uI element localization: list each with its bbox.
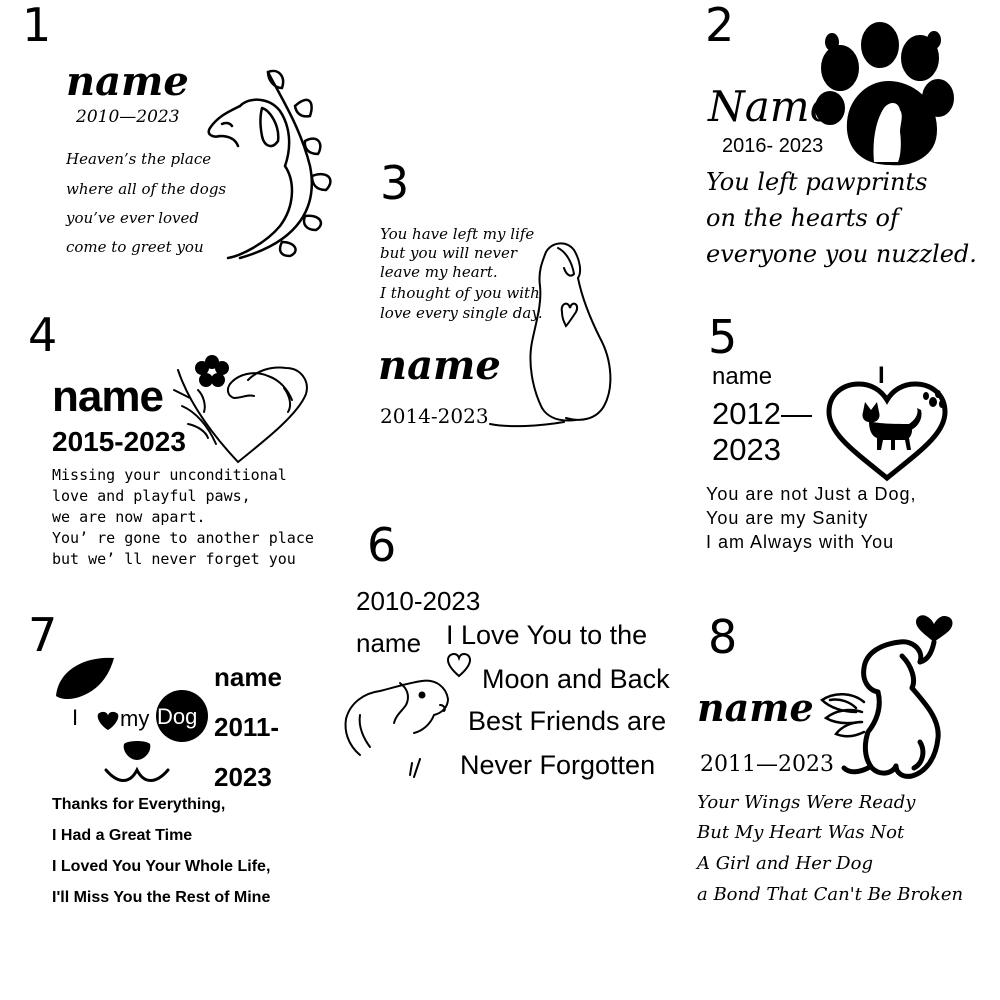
verse-line: I Loved You Your Whole Life, bbox=[52, 858, 271, 875]
pet-years: 2015-2023 bbox=[52, 426, 186, 457]
pet-name: name bbox=[697, 685, 814, 730]
pet-years: 2016- 2023 bbox=[722, 135, 824, 157]
pet-years: 2010—2023 bbox=[76, 107, 180, 127]
pet-name: Name bbox=[708, 82, 835, 131]
verse-line: You are not Just a Dog, bbox=[706, 484, 917, 504]
design-number: 1 bbox=[22, 0, 52, 52]
verse-line: Moon and Back bbox=[482, 664, 670, 694]
pet-name: name bbox=[66, 58, 189, 105]
dog-leaves-illustration bbox=[200, 66, 350, 266]
dog-head-sketch-illustration bbox=[340, 675, 455, 785]
design-number: 6 bbox=[367, 518, 397, 572]
verse-line: You left pawprints bbox=[706, 168, 928, 196]
logo-word: Dog bbox=[157, 704, 198, 729]
verse-line: Best Friends are bbox=[468, 706, 667, 736]
design-number: 3 bbox=[380, 156, 410, 210]
pet-years: 2011—2023 bbox=[700, 752, 834, 777]
verse-line: but you will never bbox=[380, 244, 518, 262]
verse-line: You have left my life bbox=[380, 225, 535, 243]
pet-name: name bbox=[378, 342, 501, 389]
winged-dog-heart-illustration bbox=[816, 612, 956, 787]
verse-line: on the hearts of bbox=[706, 204, 899, 232]
verse-line: Heaven’s the place bbox=[66, 150, 212, 168]
verse-line: Thanks for Everything, bbox=[52, 796, 226, 813]
verse-line: A Girl and Her Dog bbox=[697, 853, 873, 874]
heart-chihuahua-icon bbox=[825, 382, 950, 482]
verse-line: but we’ ll never forget you bbox=[52, 550, 296, 568]
verse-line: Missing your unconditional bbox=[52, 466, 287, 484]
logo-word: my bbox=[120, 706, 150, 731]
verse-line: love and playful paws, bbox=[52, 487, 251, 505]
sitting-dog-illustration bbox=[480, 238, 620, 433]
verse-line: I am Always with You bbox=[706, 532, 895, 552]
pet-name: name bbox=[356, 628, 422, 658]
verse-line: I Love You to the bbox=[446, 620, 648, 650]
verse-line: leave my heart. bbox=[380, 263, 498, 281]
pet-years: 2012— bbox=[712, 396, 812, 431]
pet-name: name bbox=[52, 372, 163, 421]
verse-line: But My Heart Was Not bbox=[697, 822, 905, 843]
verse-line: You are my Sanity bbox=[706, 508, 869, 528]
verse-line: Your Wings Were Ready bbox=[697, 792, 916, 813]
verse-line: we are now apart. bbox=[52, 508, 206, 526]
verse-line: You’ re gone to another place bbox=[52, 529, 314, 547]
verse-line: you’ve ever loved bbox=[66, 209, 200, 227]
verse-line: love every single day. bbox=[380, 304, 543, 322]
dog-heart-flower-illustration bbox=[168, 350, 313, 465]
verse-line: I'll Miss You the Rest of Mine bbox=[52, 889, 271, 906]
verse-line: come to greet you bbox=[66, 238, 204, 256]
pet-years: 2014-2023 bbox=[380, 404, 489, 428]
pet-years: 2011- bbox=[214, 712, 280, 742]
pet-name: name bbox=[712, 363, 773, 390]
verse-line: where all of the dogs bbox=[66, 180, 227, 198]
design-number: 4 bbox=[28, 308, 58, 362]
verse-line: everyone you nuzzled. bbox=[706, 240, 977, 268]
verse-line: Never Forgotten bbox=[460, 750, 656, 780]
design-number: 7 bbox=[28, 608, 58, 662]
pet-years: 2023 bbox=[712, 432, 781, 467]
verse-line: a Bond That Can't Be Broken bbox=[697, 884, 964, 905]
heart-badge-letter: I bbox=[878, 362, 885, 389]
design-number: 8 bbox=[708, 610, 738, 664]
design-number: 2 bbox=[705, 0, 735, 52]
verse-line: I Had a Great Time bbox=[52, 827, 193, 844]
pet-name: name bbox=[214, 662, 282, 692]
pet-years: 2023 bbox=[214, 762, 272, 792]
design-number: 5 bbox=[708, 310, 738, 364]
pet-years: 2010-2023 bbox=[356, 586, 481, 616]
logo-letter: I bbox=[72, 705, 79, 730]
verse-line: I thought of you with bbox=[380, 284, 540, 302]
